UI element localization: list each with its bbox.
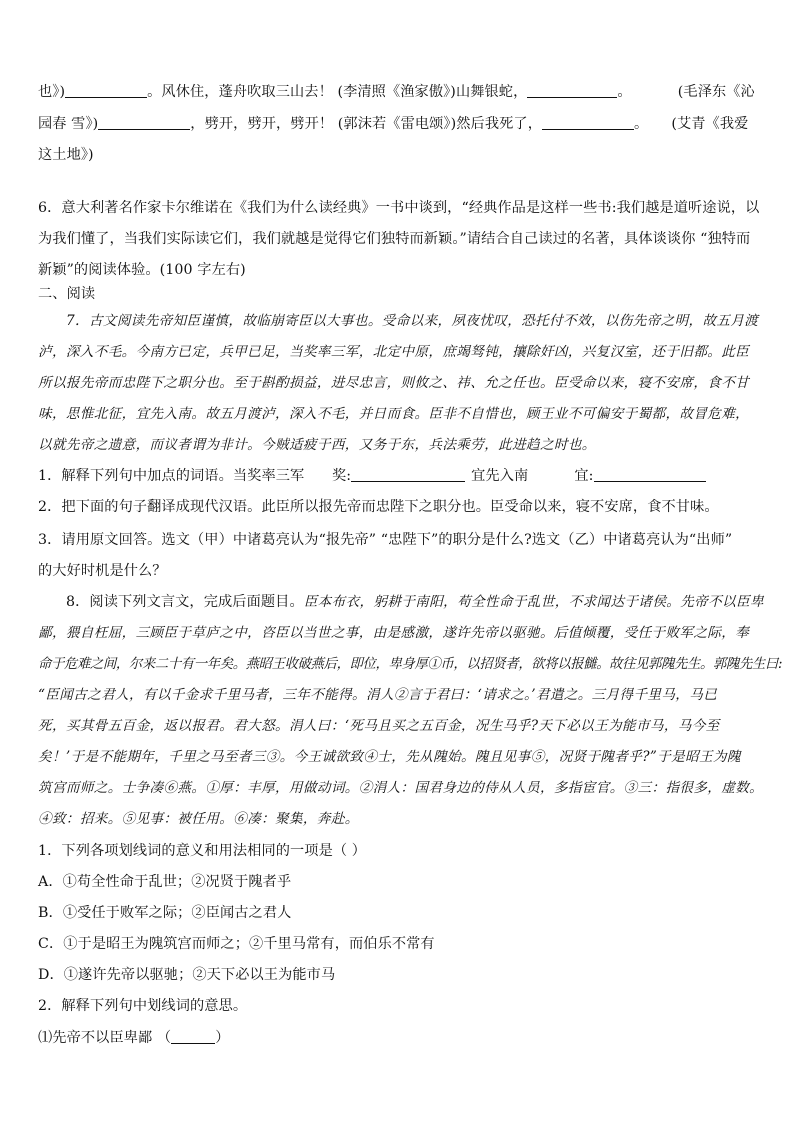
text: 宜先入南 宜: — [471, 468, 594, 484]
q8-passage-line: 死，买其骨五百金，返以报君。君大怒。涓人曰：‘死马且买之五百金，况生马乎?天下必以王为能市马，马今至 — [38, 718, 720, 734]
q8-subquestion-1: 1．下列各项划线词的意义和用法相同的一项是（ ） — [38, 843, 367, 859]
poem-fill-line-1 — [38, 82, 755, 102]
question-6-line-3: 新颖”的阅读体验。(100 字左右) — [38, 262, 246, 278]
q8-passage-line: 命于危难之间，尔来二十有一年矣。燕昭王收破燕后，即位，卑身厚①币，以招贤者，欲将以报雠。故往见郭隗先生。郭隗先生曰: — [38, 656, 783, 672]
question-6-line-1: 6．意大利著名作家卡尔维诺在《我们为什么读经典》一书中谈到，“经典作品是这样一些书:我们越是道听途说，以 — [38, 200, 760, 216]
q8-passage-line: 矣！’于是不能期年，千里之马至者三③。今王诚欲致④士，先从隗始。隗且见事⑤，况贤于隗者乎?”于是昭王为隗 — [38, 749, 741, 765]
text: 也》) — [38, 84, 66, 100]
q7-passage-line: 泸，深入不毛。今南方已定，兵甲已足，当奖率三军，北定中原，庶竭驽钝，攘除奸凶，兴复汉室，还于旧都。此臣 — [38, 344, 750, 360]
text: ） — [215, 1030, 230, 1046]
option-b[interactable]: B．①受任于败军之际；②臣闻古之君人 — [38, 905, 292, 921]
option-d[interactable]: D．①遂许先帝以驱驰；②天下必以王为能市马 — [38, 967, 336, 983]
answer-blank[interactable] — [594, 467, 706, 482]
answer-blank[interactable] — [542, 115, 634, 130]
q8-passage-line: “臣闻古之君人，有以千金求千里马者，三年不能得。涓人②言于君曰：‘请求之。’君遣之。三月得千里马，马已 — [38, 687, 718, 703]
q7-passage-line: 以就先帝之遗意，而议者谓为非计。今贼适疲于西，又务于东，兵法乘劳，此进趋之时也。 — [38, 437, 596, 453]
question-6-line-2: 为我们懂了，当我们实际读它们，我们就越是觉得它们独特而新颖。”请结合自己读过的名著，具体谈谈你 “独特而 — [38, 231, 751, 247]
q7-subquestion-2: 2．把下面的句子翻译成现代汉语。此臣所以报先帝而忠陛下之职分也。臣受命以来，寝不安席，食不甘味。 — [38, 499, 719, 515]
q7-subquestion-3-line-2: 的大好时机是什么？ — [38, 563, 167, 579]
text: 。 (艾青《我爱 — [633, 116, 749, 132]
q7-passage-line: 味，思惟北征，宜先入南。故五月渡泸，深入不毛，并日而食。臣非不自惜也，顾王业不可偏安于蜀都，故冒危难， — [38, 406, 750, 422]
q8-intro-line — [66, 592, 764, 612]
answer-blank[interactable] — [527, 83, 617, 98]
text: 园春 雪》) — [38, 116, 99, 132]
q7-passage-line: 所以报先帝而忠陛下之职分也。至于斟酌损益，进尽忠言，则攸之、祎、允之任也。臣受命以来，寝不安席，食不甘 — [38, 375, 750, 391]
answer-blank[interactable] — [65, 83, 147, 98]
text: ⑴先帝不以臣卑鄙 （ — [38, 1030, 172, 1046]
q8-passage-line: 筑宫而师之。士争凑⑥燕。①厚：丰厚，用做动词。②涓人：国君身边的侍从人员，多指宦官。③三：指很多，虚数。 — [38, 780, 764, 796]
poem-fill-line-3: 这土地》) — [38, 147, 94, 163]
text: 1．解释下列句中加点的词语。当奖率三军 奖: — [38, 468, 352, 484]
q7-subquestion-3-line-1: 3．请用原文回答。选文（甲）中诸葛亮认为“报先帝” “忠陛下”的职分是什么?选文（乙）中诸葛亮认为“出师” — [38, 532, 733, 548]
q8-passage-line: 鄙，猥自枉屈，三顾臣于草庐之中，咨臣以当世之事，由是感激，遂许先帝以驱驰。后值倾覆，受任于败军之际，奉 — [38, 625, 750, 641]
option-a[interactable]: A．①苟全性命于乱世；②况贤于隗者乎 — [38, 874, 292, 890]
text: ，劈开，劈开，劈开！ (郭沫若《雷电颂》)然后我死了， — [190, 116, 542, 132]
text: 8．阅读下列文言文，完成后面题目。 — [66, 594, 304, 610]
q8-subquestion-2: 2．解释下列句中划线词的意思。 — [38, 998, 248, 1014]
answer-blank[interactable] — [98, 115, 190, 130]
poem-fill-line-2 — [38, 114, 748, 134]
q8-subquestion-2-item-1 — [38, 1028, 230, 1048]
q8-passage-line: ④致：招来。⑤见事：被任用。⑥凑：聚集，奔赴。 — [38, 811, 359, 827]
text: 。风休住，蓬舟吹取三山去！ (李清照《渔家傲》)山舞银蛇， — [147, 84, 528, 100]
q7-passage-line: 7．古文阅读先帝知臣谨慎，故临崩寄臣以大事也。受命以来，夙夜忧叹，恐托付不效，以伤先帝之明，故五月渡 — [66, 313, 759, 329]
q7-subquestion-1 — [38, 466, 706, 486]
answer-blank[interactable] — [171, 1029, 215, 1044]
answer-blank[interactable] — [351, 467, 465, 482]
section-heading-reading: 二、阅读 — [38, 286, 96, 302]
text: 。 (毛泽东《沁 — [617, 84, 755, 100]
text: 臣本布衣，躬耕于南阳，苟全性命于乱世，不求闻达于诸侯。先帝不以臣卑 — [303, 594, 764, 610]
option-c[interactable]: C．①于是昭王为隗筑宫而师之；②千里马常有，而伯乐不常有 — [38, 936, 435, 952]
